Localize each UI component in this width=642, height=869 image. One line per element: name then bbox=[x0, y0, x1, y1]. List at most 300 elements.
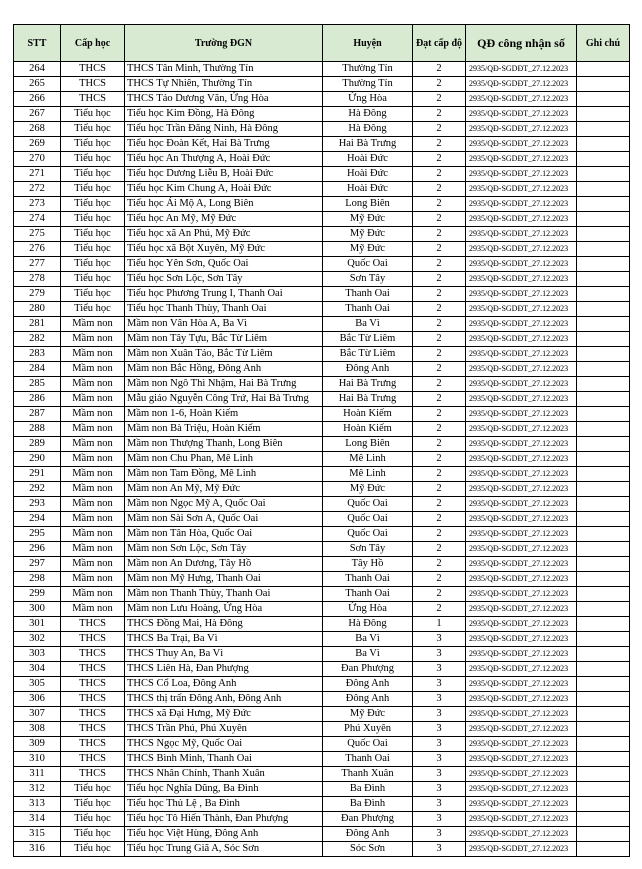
cell-cap-hoc: Mầm non bbox=[61, 317, 125, 332]
cell-ghi-chu bbox=[577, 272, 630, 287]
cell-qd: 2935/QĐ-SGDĐT_27.12.2023 bbox=[466, 482, 577, 497]
cell-cap-hoc: Tiểu học bbox=[61, 782, 125, 797]
cell-stt: 266 bbox=[14, 92, 61, 107]
cell-stt: 306 bbox=[14, 692, 61, 707]
cell-huyen: Thường Tín bbox=[323, 77, 413, 92]
cell-cap-do: 2 bbox=[413, 602, 466, 617]
table-row bbox=[14, 662, 630, 677]
cell-stt: 280 bbox=[14, 302, 61, 317]
cell-cap-hoc: Tiểu học bbox=[61, 107, 125, 122]
cell-stt: 294 bbox=[14, 512, 61, 527]
cell-ghi-chu bbox=[577, 317, 630, 332]
cell-cap-hoc: Mầm non bbox=[61, 527, 125, 542]
cell-huyen: Hai Bà Trưng bbox=[323, 377, 413, 392]
cell-qd: 2935/QĐ-SGDĐT_27.12.2023 bbox=[466, 92, 577, 107]
cell-cap-do: 2 bbox=[413, 107, 466, 122]
cell-stt: 281 bbox=[14, 317, 61, 332]
cell-stt: 313 bbox=[14, 797, 61, 812]
cell-cap-hoc: THCS bbox=[61, 767, 125, 782]
cell-cap-hoc: Tiểu học bbox=[61, 137, 125, 152]
table-row bbox=[14, 332, 630, 347]
cell-truong: THCS Đồng Mai, Hà Đông bbox=[125, 617, 323, 632]
cell-truong: THCS Cổ Loa, Đông Anh bbox=[125, 677, 323, 692]
cell-huyen: Ba Vì bbox=[323, 317, 413, 332]
cell-truong: Mầm non Bà Triệu, Hoàn Kiếm bbox=[125, 422, 323, 437]
cell-truong: Mầm non An Dương, Tây Hồ bbox=[125, 557, 323, 572]
cell-qd: 2935/QĐ-SGDĐT_27.12.2023 bbox=[466, 272, 577, 287]
table-row bbox=[14, 92, 630, 107]
header-huyen: Huyện bbox=[323, 25, 413, 62]
cell-cap-hoc: THCS bbox=[61, 692, 125, 707]
cell-qd: 2935/QĐ-SGDĐT_27.12.2023 bbox=[466, 392, 577, 407]
cell-ghi-chu bbox=[577, 602, 630, 617]
cell-huyen: Bắc Từ Liêm bbox=[323, 332, 413, 347]
cell-truong: Mầm non Xuân Tảo, Bắc Từ Liêm bbox=[125, 347, 323, 362]
cell-cap-hoc: Tiểu học bbox=[61, 227, 125, 242]
cell-ghi-chu bbox=[577, 767, 630, 782]
cell-huyen: Tây Hồ bbox=[323, 557, 413, 572]
cell-qd: 2935/QĐ-SGDĐT_27.12.2023 bbox=[466, 212, 577, 227]
cell-stt: 278 bbox=[14, 272, 61, 287]
cell-ghi-chu bbox=[577, 362, 630, 377]
cell-ghi-chu bbox=[577, 812, 630, 827]
cell-ghi-chu bbox=[577, 167, 630, 182]
cell-qd: 2935/QĐ-SGDĐT_27.12.2023 bbox=[466, 707, 577, 722]
table-row bbox=[14, 542, 630, 557]
cell-cap-hoc: Mầm non bbox=[61, 542, 125, 557]
cell-cap-do: 2 bbox=[413, 92, 466, 107]
table-row bbox=[14, 77, 630, 92]
cell-huyen: Hà Đông bbox=[323, 107, 413, 122]
cell-stt: 312 bbox=[14, 782, 61, 797]
cell-ghi-chu bbox=[577, 302, 630, 317]
table-row bbox=[14, 392, 630, 407]
cell-ghi-chu bbox=[577, 332, 630, 347]
cell-qd: 2935/QĐ-SGDĐT_27.12.2023 bbox=[466, 542, 577, 557]
cell-truong: Tiểu học Dương Liễu B, Hoài Đức bbox=[125, 167, 323, 182]
cell-stt: 285 bbox=[14, 377, 61, 392]
table-row bbox=[14, 692, 630, 707]
cell-cap-hoc: THCS bbox=[61, 92, 125, 107]
table-row bbox=[14, 197, 630, 212]
cell-cap-hoc: THCS bbox=[61, 677, 125, 692]
cell-stt: 302 bbox=[14, 632, 61, 647]
cell-qd: 2935/QĐ-SGDĐT_27.12.2023 bbox=[466, 767, 577, 782]
cell-qd: 2935/QĐ-SGDĐT_27.12.2023 bbox=[466, 692, 577, 707]
cell-cap-do: 3 bbox=[413, 722, 466, 737]
cell-cap-do: 2 bbox=[413, 392, 466, 407]
cell-qd: 2935/QĐ-SGDĐT_27.12.2023 bbox=[466, 752, 577, 767]
cell-cap-do: 2 bbox=[413, 527, 466, 542]
cell-stt: 270 bbox=[14, 152, 61, 167]
table-row bbox=[14, 422, 630, 437]
cell-qd: 2935/QĐ-SGDĐT_27.12.2023 bbox=[466, 467, 577, 482]
cell-ghi-chu bbox=[577, 407, 630, 422]
cell-cap-do: 2 bbox=[413, 242, 466, 257]
cell-stt: 293 bbox=[14, 497, 61, 512]
cell-cap-hoc: THCS bbox=[61, 752, 125, 767]
cell-truong: Mầm non Tây Tựu, Bắc Từ Liêm bbox=[125, 332, 323, 347]
cell-qd: 2935/QĐ-SGDĐT_27.12.2023 bbox=[466, 332, 577, 347]
cell-cap-do: 2 bbox=[413, 287, 466, 302]
cell-qd: 2935/QĐ-SGDĐT_27.12.2023 bbox=[466, 632, 577, 647]
cell-truong: Tiểu học Kim Chung A, Hoài Đức bbox=[125, 182, 323, 197]
table-row bbox=[14, 617, 630, 632]
cell-ghi-chu bbox=[577, 617, 630, 632]
cell-ghi-chu bbox=[577, 572, 630, 587]
cell-truong: Mầm non Mỹ Hưng, Thanh Oai bbox=[125, 572, 323, 587]
cell-huyen: Thanh Xuân bbox=[323, 767, 413, 782]
cell-truong: Mầm non Tân Hòa, Quốc Oai bbox=[125, 527, 323, 542]
cell-cap-hoc: THCS bbox=[61, 662, 125, 677]
cell-truong: Tiểu học Phương Trung I, Thanh Oai bbox=[125, 287, 323, 302]
cell-ghi-chu bbox=[577, 92, 630, 107]
cell-stt: 304 bbox=[14, 662, 61, 677]
cell-huyen: Mỹ Đức bbox=[323, 227, 413, 242]
cell-stt: 299 bbox=[14, 587, 61, 602]
table-row bbox=[14, 317, 630, 332]
cell-truong: Tiểu học xã An Phú, Mỹ Đức bbox=[125, 227, 323, 242]
cell-huyen: Đông Anh bbox=[323, 692, 413, 707]
cell-huyen: Thanh Oai bbox=[323, 287, 413, 302]
cell-cap-do: 2 bbox=[413, 557, 466, 572]
cell-cap-hoc: Mầm non bbox=[61, 422, 125, 437]
cell-cap-do: 2 bbox=[413, 212, 466, 227]
cell-qd: 2935/QĐ-SGDĐT_27.12.2023 bbox=[466, 407, 577, 422]
cell-truong: THCS Ba Trại, Ba Vì bbox=[125, 632, 323, 647]
cell-ghi-chu bbox=[577, 632, 630, 647]
cell-ghi-chu bbox=[577, 752, 630, 767]
cell-huyen: Ba Vì bbox=[323, 632, 413, 647]
cell-qd: 2935/QĐ-SGDĐT_27.12.2023 bbox=[466, 122, 577, 137]
cell-ghi-chu bbox=[577, 62, 630, 77]
table-row bbox=[14, 497, 630, 512]
cell-stt: 303 bbox=[14, 647, 61, 662]
cell-ghi-chu bbox=[577, 182, 630, 197]
cell-stt: 282 bbox=[14, 332, 61, 347]
cell-stt: 314 bbox=[14, 812, 61, 827]
cell-qd: 2935/QĐ-SGDĐT_27.12.2023 bbox=[466, 527, 577, 542]
cell-huyen: Sơn Tây bbox=[323, 272, 413, 287]
cell-ghi-chu bbox=[577, 347, 630, 362]
cell-ghi-chu bbox=[577, 212, 630, 227]
cell-cap-hoc: Tiểu học bbox=[61, 812, 125, 827]
cell-qd: 2935/QĐ-SGDĐT_27.12.2023 bbox=[466, 797, 577, 812]
cell-ghi-chu bbox=[577, 437, 630, 452]
cell-cap-do: 2 bbox=[413, 467, 466, 482]
document-page bbox=[13, 24, 630, 857]
table-row bbox=[14, 212, 630, 227]
cell-stt: 296 bbox=[14, 542, 61, 557]
cell-truong: Tiểu học Ái Mộ A, Long Biên bbox=[125, 197, 323, 212]
cell-cap-hoc: Tiểu học bbox=[61, 827, 125, 842]
cell-ghi-chu bbox=[577, 242, 630, 257]
cell-qd: 2935/QĐ-SGDĐT_27.12.2023 bbox=[466, 677, 577, 692]
cell-ghi-chu bbox=[577, 647, 630, 662]
cell-ghi-chu bbox=[577, 722, 630, 737]
cell-cap-do: 2 bbox=[413, 452, 466, 467]
table-row bbox=[14, 677, 630, 692]
cell-stt: 289 bbox=[14, 437, 61, 452]
cell-ghi-chu bbox=[577, 467, 630, 482]
cell-qd: 2935/QĐ-SGDĐT_27.12.2023 bbox=[466, 737, 577, 752]
cell-huyen: Sơn Tây bbox=[323, 542, 413, 557]
cell-qd: 2935/QĐ-SGDĐT_27.12.2023 bbox=[466, 617, 577, 632]
cell-ghi-chu bbox=[577, 482, 630, 497]
cell-stt: 292 bbox=[14, 482, 61, 497]
table-row bbox=[14, 257, 630, 272]
cell-truong: Tiểu học An Mỹ, Mỹ Đức bbox=[125, 212, 323, 227]
table-row bbox=[14, 107, 630, 122]
cell-truong: Mầm non Sơn Lộc, Sơn Tây bbox=[125, 542, 323, 557]
table-header bbox=[14, 25, 630, 62]
cell-stt: 283 bbox=[14, 347, 61, 362]
cell-stt: 298 bbox=[14, 572, 61, 587]
cell-qd: 2935/QĐ-SGDĐT_27.12.2023 bbox=[466, 302, 577, 317]
cell-truong: THCS Nhân Chính, Thanh Xuân bbox=[125, 767, 323, 782]
cell-huyen: Phú Xuyên bbox=[323, 722, 413, 737]
cell-ghi-chu bbox=[577, 452, 630, 467]
cell-huyen: Ứng Hòa bbox=[323, 92, 413, 107]
cell-cap-hoc: Mầm non bbox=[61, 347, 125, 362]
table-row bbox=[14, 437, 630, 452]
table-row bbox=[14, 287, 630, 302]
cell-stt: 305 bbox=[14, 677, 61, 692]
cell-qd: 2935/QĐ-SGDĐT_27.12.2023 bbox=[466, 662, 577, 677]
cell-huyen: Ba Vì bbox=[323, 647, 413, 662]
cell-huyen: Mê Linh bbox=[323, 467, 413, 482]
cell-qd: 2935/QĐ-SGDĐT_27.12.2023 bbox=[466, 152, 577, 167]
cell-stt: 295 bbox=[14, 527, 61, 542]
cell-cap-hoc: Mầm non bbox=[61, 452, 125, 467]
cell-qd: 2935/QĐ-SGDĐT_27.12.2023 bbox=[466, 182, 577, 197]
cell-truong: Mầm non Bắc Hồng, Đông Anh bbox=[125, 362, 323, 377]
cell-cap-do: 2 bbox=[413, 137, 466, 152]
cell-truong: Tiểu học Tô Hiến Thành, Đan Phượng bbox=[125, 812, 323, 827]
cell-truong: Tiểu học Yên Sơn, Quốc Oai bbox=[125, 257, 323, 272]
cell-ghi-chu bbox=[577, 257, 630, 272]
cell-huyen: Mê Linh bbox=[323, 452, 413, 467]
cell-truong: THCS Tân Minh, Thường Tín bbox=[125, 62, 323, 77]
header-qd: QĐ công nhận số bbox=[466, 25, 577, 62]
cell-truong: Mẫu giáo Nguyễn Công Trứ, Hai Bà Trưng bbox=[125, 392, 323, 407]
cell-ghi-chu bbox=[577, 737, 630, 752]
table-row bbox=[14, 467, 630, 482]
cell-huyen: Quốc Oai bbox=[323, 497, 413, 512]
cell-cap-hoc: Mầm non bbox=[61, 362, 125, 377]
cell-ghi-chu bbox=[577, 77, 630, 92]
cell-stt: 284 bbox=[14, 362, 61, 377]
table-row bbox=[14, 722, 630, 737]
table-row bbox=[14, 377, 630, 392]
cell-stt: 290 bbox=[14, 452, 61, 467]
cell-cap-do: 3 bbox=[413, 812, 466, 827]
cell-ghi-chu bbox=[577, 137, 630, 152]
table-row bbox=[14, 602, 630, 617]
table-row bbox=[14, 137, 630, 152]
table-row bbox=[14, 587, 630, 602]
cell-truong: Mầm non Ngô Thì Nhậm, Hai Bà Trưng bbox=[125, 377, 323, 392]
cell-qd: 2935/QĐ-SGDĐT_27.12.2023 bbox=[466, 497, 577, 512]
cell-ghi-chu bbox=[577, 662, 630, 677]
cell-qd: 2935/QĐ-SGDĐT_27.12.2023 bbox=[466, 257, 577, 272]
cell-truong: Tiểu học Kim Đồng, Hà Đông bbox=[125, 107, 323, 122]
cell-ghi-chu bbox=[577, 542, 630, 557]
cell-ghi-chu bbox=[577, 287, 630, 302]
cell-truong: Mầm non Chu Phan, Mê Linh bbox=[125, 452, 323, 467]
cell-ghi-chu bbox=[577, 782, 630, 797]
cell-qd: 2935/QĐ-SGDĐT_27.12.2023 bbox=[466, 782, 577, 797]
cell-cap-do: 2 bbox=[413, 407, 466, 422]
cell-truong: Mầm non Thượng Thanh, Long Biên bbox=[125, 437, 323, 452]
cell-cap-hoc: Tiểu học bbox=[61, 302, 125, 317]
cell-truong: Tiểu học Trần Đăng Ninh, Hà Đông bbox=[125, 122, 323, 137]
table-row bbox=[14, 152, 630, 167]
cell-cap-hoc: Mầm non bbox=[61, 602, 125, 617]
cell-ghi-chu bbox=[577, 197, 630, 212]
cell-cap-hoc: Mầm non bbox=[61, 482, 125, 497]
cell-qd: 2935/QĐ-SGDĐT_27.12.2023 bbox=[466, 602, 577, 617]
cell-cap-do: 2 bbox=[413, 227, 466, 242]
cell-huyen: Đan Phượng bbox=[323, 812, 413, 827]
cell-ghi-chu bbox=[577, 122, 630, 137]
cell-truong: Tiểu học Trung Giã A, Sóc Sơn bbox=[125, 842, 323, 857]
cell-cap-do: 2 bbox=[413, 437, 466, 452]
cell-huyen: Hai Bà Trưng bbox=[323, 137, 413, 152]
cell-huyen: Thanh Oai bbox=[323, 752, 413, 767]
cell-qd: 2935/QĐ-SGDĐT_27.12.2023 bbox=[466, 62, 577, 77]
table-row bbox=[14, 167, 630, 182]
cell-cap-do: 3 bbox=[413, 842, 466, 857]
cell-stt: 267 bbox=[14, 107, 61, 122]
cell-truong: Tiểu học An Thượng A, Hoài Đức bbox=[125, 152, 323, 167]
table-row bbox=[14, 272, 630, 287]
table-row bbox=[14, 512, 630, 527]
cell-ghi-chu bbox=[577, 152, 630, 167]
table-row bbox=[14, 62, 630, 77]
cell-qd: 2935/QĐ-SGDĐT_27.12.2023 bbox=[466, 362, 577, 377]
cell-huyen: Long Biên bbox=[323, 197, 413, 212]
cell-truong: THCS xã Đại Hưng, Mỹ Đức bbox=[125, 707, 323, 722]
cell-qd: 2935/QĐ-SGDĐT_27.12.2023 bbox=[466, 137, 577, 152]
cell-huyen: Ba Đình bbox=[323, 797, 413, 812]
header-stt: STT bbox=[14, 25, 61, 62]
cell-cap-do: 2 bbox=[413, 122, 466, 137]
cell-cap-do: 2 bbox=[413, 152, 466, 167]
cell-stt: 307 bbox=[14, 707, 61, 722]
cell-qd: 2935/QĐ-SGDĐT_27.12.2023 bbox=[466, 842, 577, 857]
header-ghi-chu: Ghi chú bbox=[577, 25, 630, 62]
cell-ghi-chu bbox=[577, 827, 630, 842]
cell-cap-do: 2 bbox=[413, 572, 466, 587]
cell-cap-hoc: THCS bbox=[61, 77, 125, 92]
table-row bbox=[14, 242, 630, 257]
cell-stt: 300 bbox=[14, 602, 61, 617]
cell-cap-hoc: THCS bbox=[61, 617, 125, 632]
cell-qd: 2935/QĐ-SGDĐT_27.12.2023 bbox=[466, 557, 577, 572]
cell-cap-do: 3 bbox=[413, 632, 466, 647]
cell-qd: 2935/QĐ-SGDĐT_27.12.2023 bbox=[466, 437, 577, 452]
table-row bbox=[14, 407, 630, 422]
cell-stt: 269 bbox=[14, 137, 61, 152]
cell-cap-do: 2 bbox=[413, 302, 466, 317]
cell-cap-hoc: Mầm non bbox=[61, 437, 125, 452]
table-row bbox=[14, 647, 630, 662]
cell-cap-hoc: Tiểu học bbox=[61, 167, 125, 182]
table-row bbox=[14, 452, 630, 467]
cell-truong: THCS thị trấn Đông Anh, Đông Anh bbox=[125, 692, 323, 707]
cell-huyen: Hai Bà Trưng bbox=[323, 392, 413, 407]
cell-truong: Tiểu học Đoàn Kết, Hai Bà Trưng bbox=[125, 137, 323, 152]
cell-cap-hoc: Tiểu học bbox=[61, 797, 125, 812]
cell-cap-do: 2 bbox=[413, 182, 466, 197]
cell-cap-hoc: Mầm non bbox=[61, 512, 125, 527]
cell-stt: 279 bbox=[14, 287, 61, 302]
cell-cap-do: 2 bbox=[413, 377, 466, 392]
cell-cap-do: 3 bbox=[413, 692, 466, 707]
table-row bbox=[14, 632, 630, 647]
cell-cap-do: 2 bbox=[413, 512, 466, 527]
cell-huyen: Thường Tín bbox=[323, 62, 413, 77]
cell-truong: Mầm non 1-6, Hoàn Kiếm bbox=[125, 407, 323, 422]
cell-qd: 2935/QĐ-SGDĐT_27.12.2023 bbox=[466, 452, 577, 467]
cell-qd: 2935/QĐ-SGDĐT_27.12.2023 bbox=[466, 242, 577, 257]
cell-cap-do: 2 bbox=[413, 317, 466, 332]
cell-cap-hoc: Mầm non bbox=[61, 572, 125, 587]
cell-truong: Tiểu học Thủ Lệ , Ba Đình bbox=[125, 797, 323, 812]
cell-truong: THCS Trần Phú, Phú Xuyên bbox=[125, 722, 323, 737]
cell-huyen: Long Biên bbox=[323, 437, 413, 452]
cell-truong: THCS Tự Nhiên, Thường Tín bbox=[125, 77, 323, 92]
cell-stt: 274 bbox=[14, 212, 61, 227]
cell-cap-do: 2 bbox=[413, 347, 466, 362]
cell-qd: 2935/QĐ-SGDĐT_27.12.2023 bbox=[466, 347, 577, 362]
cell-cap-hoc: Mầm non bbox=[61, 392, 125, 407]
cell-truong: Tiểu học xã Bột Xuyên, Mỹ Đức bbox=[125, 242, 323, 257]
cell-qd: 2935/QĐ-SGDĐT_27.12.2023 bbox=[466, 722, 577, 737]
cell-cap-hoc: THCS bbox=[61, 62, 125, 77]
table-row bbox=[14, 752, 630, 767]
cell-stt: 310 bbox=[14, 752, 61, 767]
table-row bbox=[14, 572, 630, 587]
cell-truong: THCS Thuy An, Ba Vì bbox=[125, 647, 323, 662]
cell-qd: 2935/QĐ-SGDĐT_27.12.2023 bbox=[466, 317, 577, 332]
cell-qd: 2935/QĐ-SGDĐT_27.12.2023 bbox=[466, 77, 577, 92]
cell-qd: 2935/QĐ-SGDĐT_27.12.2023 bbox=[466, 512, 577, 527]
cell-ghi-chu bbox=[577, 422, 630, 437]
cell-huyen: Đông Anh bbox=[323, 827, 413, 842]
cell-huyen: Thanh Oai bbox=[323, 302, 413, 317]
cell-truong: THCS Bình Minh, Thanh Oai bbox=[125, 752, 323, 767]
cell-truong: Tiểu học Việt Hùng, Đông Anh bbox=[125, 827, 323, 842]
cell-qd: 2935/QĐ-SGDĐT_27.12.2023 bbox=[466, 167, 577, 182]
cell-qd: 2935/QĐ-SGDĐT_27.12.2023 bbox=[466, 422, 577, 437]
cell-huyen: Đông Anh bbox=[323, 362, 413, 377]
cell-cap-hoc: THCS bbox=[61, 647, 125, 662]
cell-qd: 2935/QĐ-SGDĐT_27.12.2023 bbox=[466, 227, 577, 242]
cell-ghi-chu bbox=[577, 512, 630, 527]
cell-qd: 2935/QĐ-SGDĐT_27.12.2023 bbox=[466, 572, 577, 587]
cell-cap-hoc: Mầm non bbox=[61, 557, 125, 572]
cell-stt: 287 bbox=[14, 407, 61, 422]
cell-cap-do: 2 bbox=[413, 482, 466, 497]
table-body bbox=[14, 62, 630, 857]
cell-ghi-chu bbox=[577, 107, 630, 122]
cell-huyen: Quốc Oai bbox=[323, 737, 413, 752]
cell-ghi-chu bbox=[577, 392, 630, 407]
cell-cap-do: 3 bbox=[413, 782, 466, 797]
cell-cap-do: 2 bbox=[413, 422, 466, 437]
